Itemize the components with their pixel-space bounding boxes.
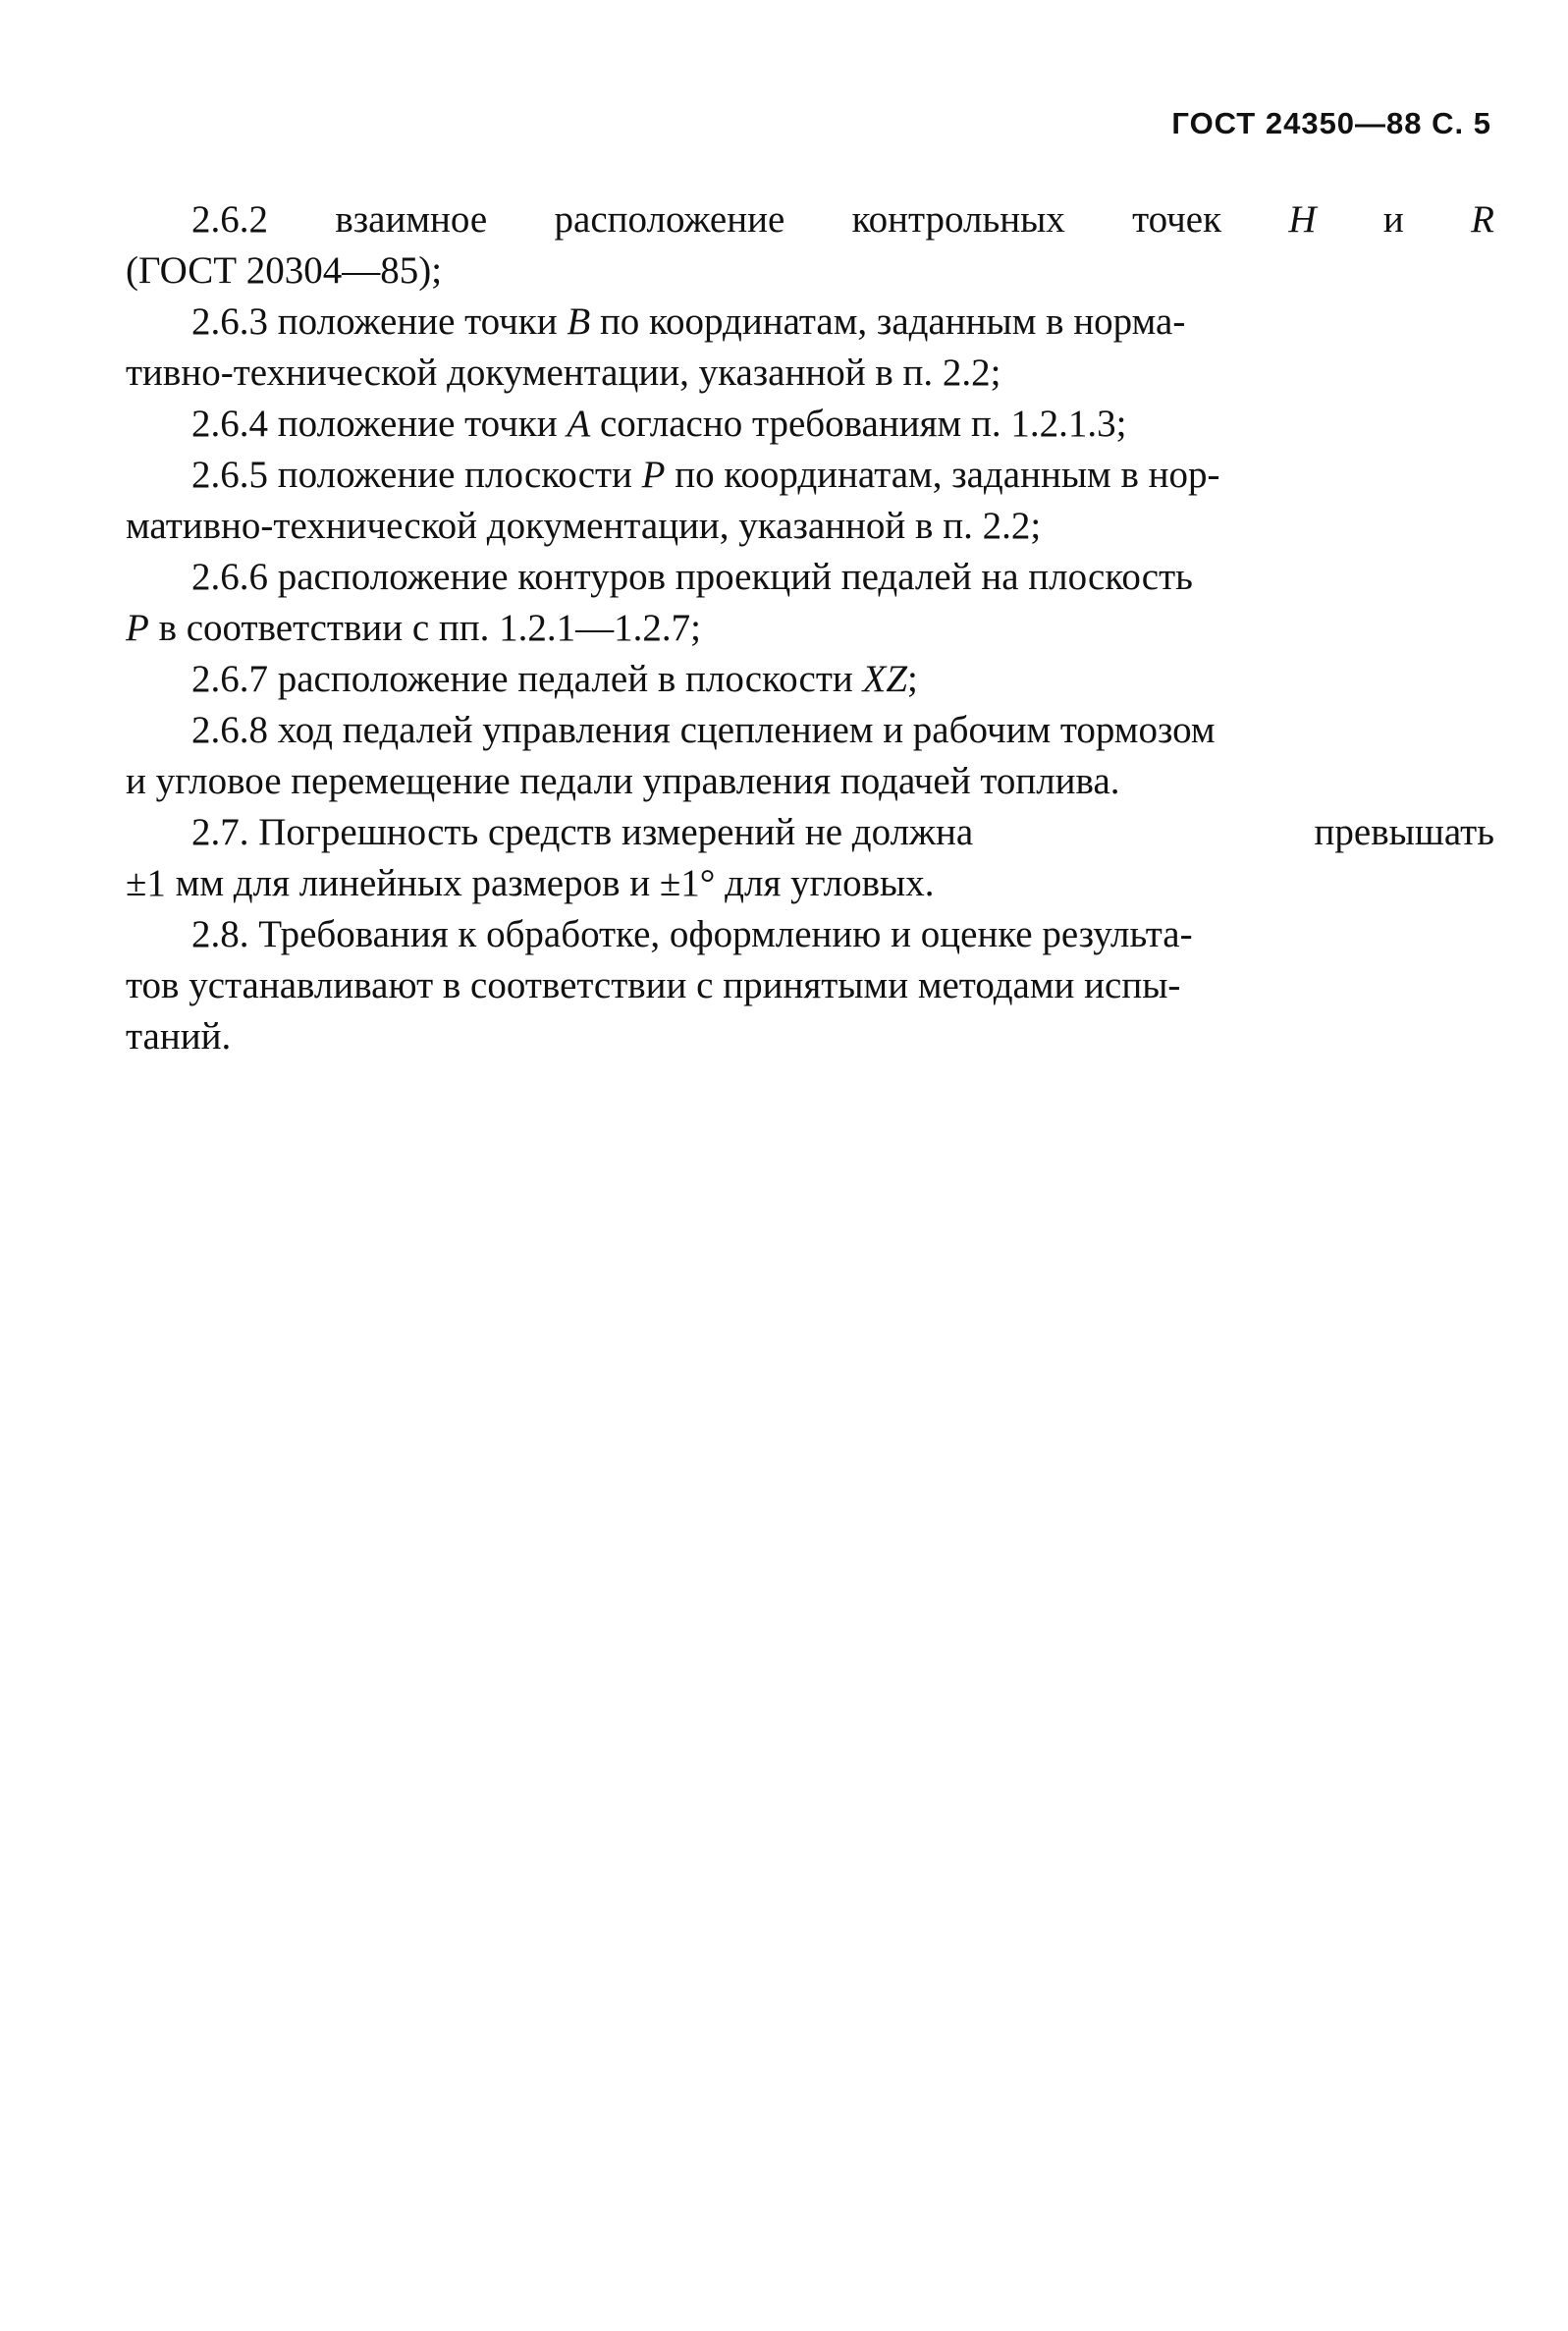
text-segment: 2.7. Погрешность средств измерений не должна [191, 811, 974, 853]
text-segment: 2.6.3 положение точки [191, 300, 568, 343]
item-2-6-6-line-1: 2.6.6 расположение контуров проекций педалей на плоскость [191, 556, 1193, 598]
item-2-6-3-line-1 [126, 297, 1494, 348]
text-segment: по координатам, заданным в норма- [590, 300, 1186, 343]
item-2-6-2-line-2: (ГОСТ 20304—85); [126, 249, 443, 292]
item-2-6-4 [126, 399, 1494, 450]
text-word: точек [1132, 198, 1222, 241]
item-2-6-7 [126, 654, 1494, 705]
text-segment: превышать [1314, 811, 1494, 853]
variable-p: P [641, 454, 666, 496]
variable-xz: XZ [862, 658, 908, 700]
text-word: контрольных [851, 198, 1065, 241]
item-2-6-3-line-2: тивно-технической документации, указанной в п. 2.2; [126, 352, 1001, 394]
text-word: взаимное [335, 198, 488, 241]
item-2-6-8-line-1: 2.6.8 ход педалей управления сцеплением и рабочим тормозом [191, 709, 1216, 751]
item-2-6-6-line-2 [126, 603, 1494, 654]
variable-b: B [567, 300, 591, 343]
item-2-8-line-1: 2.8. Требования к обработке, оформлению и оценке результа- [191, 913, 1193, 955]
text-segment: по координатам, заданным в нор- [665, 454, 1220, 496]
item-number: 2.6.2 [191, 198, 268, 241]
text-segment: в соответствии с пп. 1.2.1—1.2.7; [148, 607, 701, 649]
item-2-6-8-line-2: и угловое перемещение педали управления подачей топлива. [126, 760, 1120, 802]
item-2-6-5-line-2: мативно-технической документации, указанной в п. 2.2; [126, 505, 1042, 547]
item-2-8-line-2: тов устанавливают в соответствии с принятыми методами испы- [126, 964, 1181, 1006]
item-2-7-line-2: ±1 мм для линейных размеров и ±1° для угловых. [126, 862, 935, 904]
text-word: расположение [554, 198, 785, 241]
running-head: ГОСТ 24350—88 С. 5 [1171, 106, 1491, 140]
text-segment: согласно требованиям п. 1.2.1.3; [590, 403, 1127, 445]
text-word: и [1382, 198, 1404, 241]
variable-h: H [1288, 198, 1317, 241]
item-2-6-5-line-1 [126, 450, 1494, 501]
text-segment: 2.6.5 положение плоскости [191, 454, 642, 496]
item-2-6-2-line-1 [126, 194, 1494, 245]
text-segment: 2.6.4 положение точки [191, 403, 568, 445]
text-segment: ; [907, 658, 918, 700]
item-2-8-line-3: таний. [126, 1015, 232, 1057]
item-2-7-line-1 [126, 807, 1494, 858]
text-segment: 2.6.7 расположение педалей в плоскости [191, 658, 863, 700]
variable-a: A [567, 403, 591, 445]
document-body [126, 194, 1494, 1062]
variable-r: R [1471, 198, 1494, 241]
variable-p: P [126, 607, 149, 649]
